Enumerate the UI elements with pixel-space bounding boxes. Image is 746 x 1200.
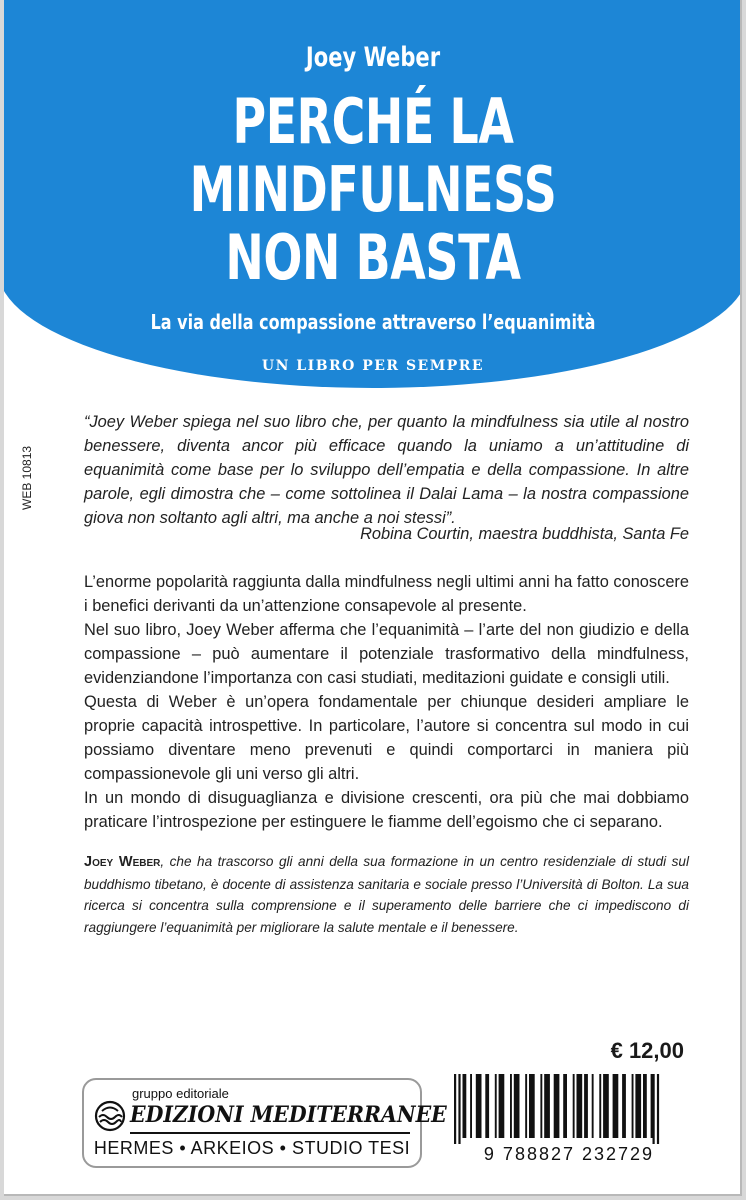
isbn-number: 9 788827 232729 (483, 1144, 655, 1164)
wave-globe-icon (94, 1100, 126, 1132)
author-bio (84, 851, 689, 938)
barcode-bar (544, 1074, 550, 1138)
book-back-cover (4, 0, 742, 1196)
barcode-bar (476, 1074, 482, 1138)
barcode-bar (592, 1074, 594, 1138)
barcode-bar (643, 1074, 647, 1138)
publisher-group-label: gruppo editoriale (132, 1086, 229, 1101)
barcode-bar (495, 1074, 497, 1138)
title-line-2: MINDFULNESS (189, 153, 557, 226)
book-description (84, 570, 689, 834)
description-paragraph: Questa di Weber è un’opera fondamentale per chiunque desideri ampliare le proprie capacità introspettive. In particolare, l’autore si concentra sul modo in cui possiamo diventare meno prevenuti e quindi comportarci in maniera più compassionevole gli uni verso gli altri. (84, 693, 689, 783)
barcode-bar (458, 1074, 460, 1144)
barcode-bar (653, 1074, 655, 1144)
barcode-bar (525, 1074, 527, 1138)
title-line-3: NON BASTA (225, 221, 521, 294)
barcode-bar (554, 1074, 560, 1138)
barcode-bar (613, 1074, 619, 1138)
logo-divider (130, 1132, 410, 1134)
bio-text: , che ha trascorso gli anni della sua formazione in un centro residenziale di studi sul buddhismo tibetano, è docente di assistenza sanitaria e sociale presso l’Università di Bolton. La sua ricerca si concentra sulla comprensione e il superamento delle barriere che ci impediscono di raggiungere l’equanimità per migliorare la salute mentale e il benessere. (84, 854, 689, 935)
barcode-bar (454, 1074, 456, 1144)
barcode-bar (540, 1074, 542, 1138)
barcode-bar (510, 1074, 512, 1138)
price-label: € 12,00 (610, 1038, 684, 1063)
barcode-bar (651, 1074, 653, 1138)
barcode-bar (657, 1074, 659, 1144)
barcode-bar (584, 1074, 588, 1138)
publisher-logo-box (82, 1078, 447, 1168)
barcode-bar (603, 1074, 609, 1138)
publisher-name: EDIZIONI MEDITERRANEE (130, 1102, 447, 1128)
book-subtitle: La via della compassione attraverso l’equanimità (150, 310, 596, 334)
barcode-bar (529, 1074, 535, 1138)
publisher-imprints: HERMES • ARKEIOS • STUDIO TESI (93, 1138, 411, 1158)
barcode-bar (632, 1074, 634, 1138)
barcode-bar (470, 1074, 472, 1138)
barcode-bar (463, 1074, 467, 1138)
barcode-bar (563, 1074, 567, 1138)
barcode-bar (514, 1074, 520, 1138)
description-paragraph: In un mondo di disuguaglianza e divisione crescenti, ora più che mai dobbiamo praticare l’introspezione per estinguere le fiamme dell’egoismo che ci separano. (84, 789, 689, 831)
description-paragraph: Nel suo libro, Joey Weber afferma che l’equanimità – l’arte del non giudizio e della compassione – può aumentare il potenziale trasformativo della mindfulness, evidenziandone l’importanza con casi studiati, meditazioni guidate e consigli utili. (84, 621, 689, 687)
book-title (100, 85, 646, 294)
quote-attribution: Robina Courtin, maestra buddhista, Santa Fe (360, 525, 689, 543)
barcode-bar (499, 1074, 505, 1138)
barcode-bar (622, 1074, 626, 1138)
description-paragraph: L’enorme popolarità raggiunta dalla mindfulness negli ultimi anni ha fatto conoscere i benefici derivanti da un’attenzione consapevole al presente. (84, 573, 690, 615)
barcode-bar (573, 1074, 575, 1138)
barcode (452, 1074, 688, 1144)
barcode-bar (577, 1074, 583, 1138)
series-name: UN LIBRO PER SEMPRE (261, 358, 485, 374)
endorsement-quote: “Joey Weber spiega nel suo libro che, per quanto la mindfulness sia utile al nostro benessere, diventa ancor più efficace quando la uniamo a un’attitudine di equanimità come base per lo sviluppo dell’empatia e della compassione. In altre parole, egli dimostra che – come sottolinea il Dalai Lama – la nostra compassione giova non soltanto agli altri, ma anche a noi stessi”. (84, 413, 689, 527)
barcode-bar (635, 1074, 641, 1138)
product-code: WEB 10813 (20, 445, 34, 510)
barcode-bar (599, 1074, 601, 1138)
title-line-1: PERCHÉ LA (232, 85, 514, 158)
barcode-bar (485, 1074, 489, 1138)
bio-author-name: Joey Weber (84, 854, 161, 870)
author-name: Joey Weber (305, 42, 441, 73)
